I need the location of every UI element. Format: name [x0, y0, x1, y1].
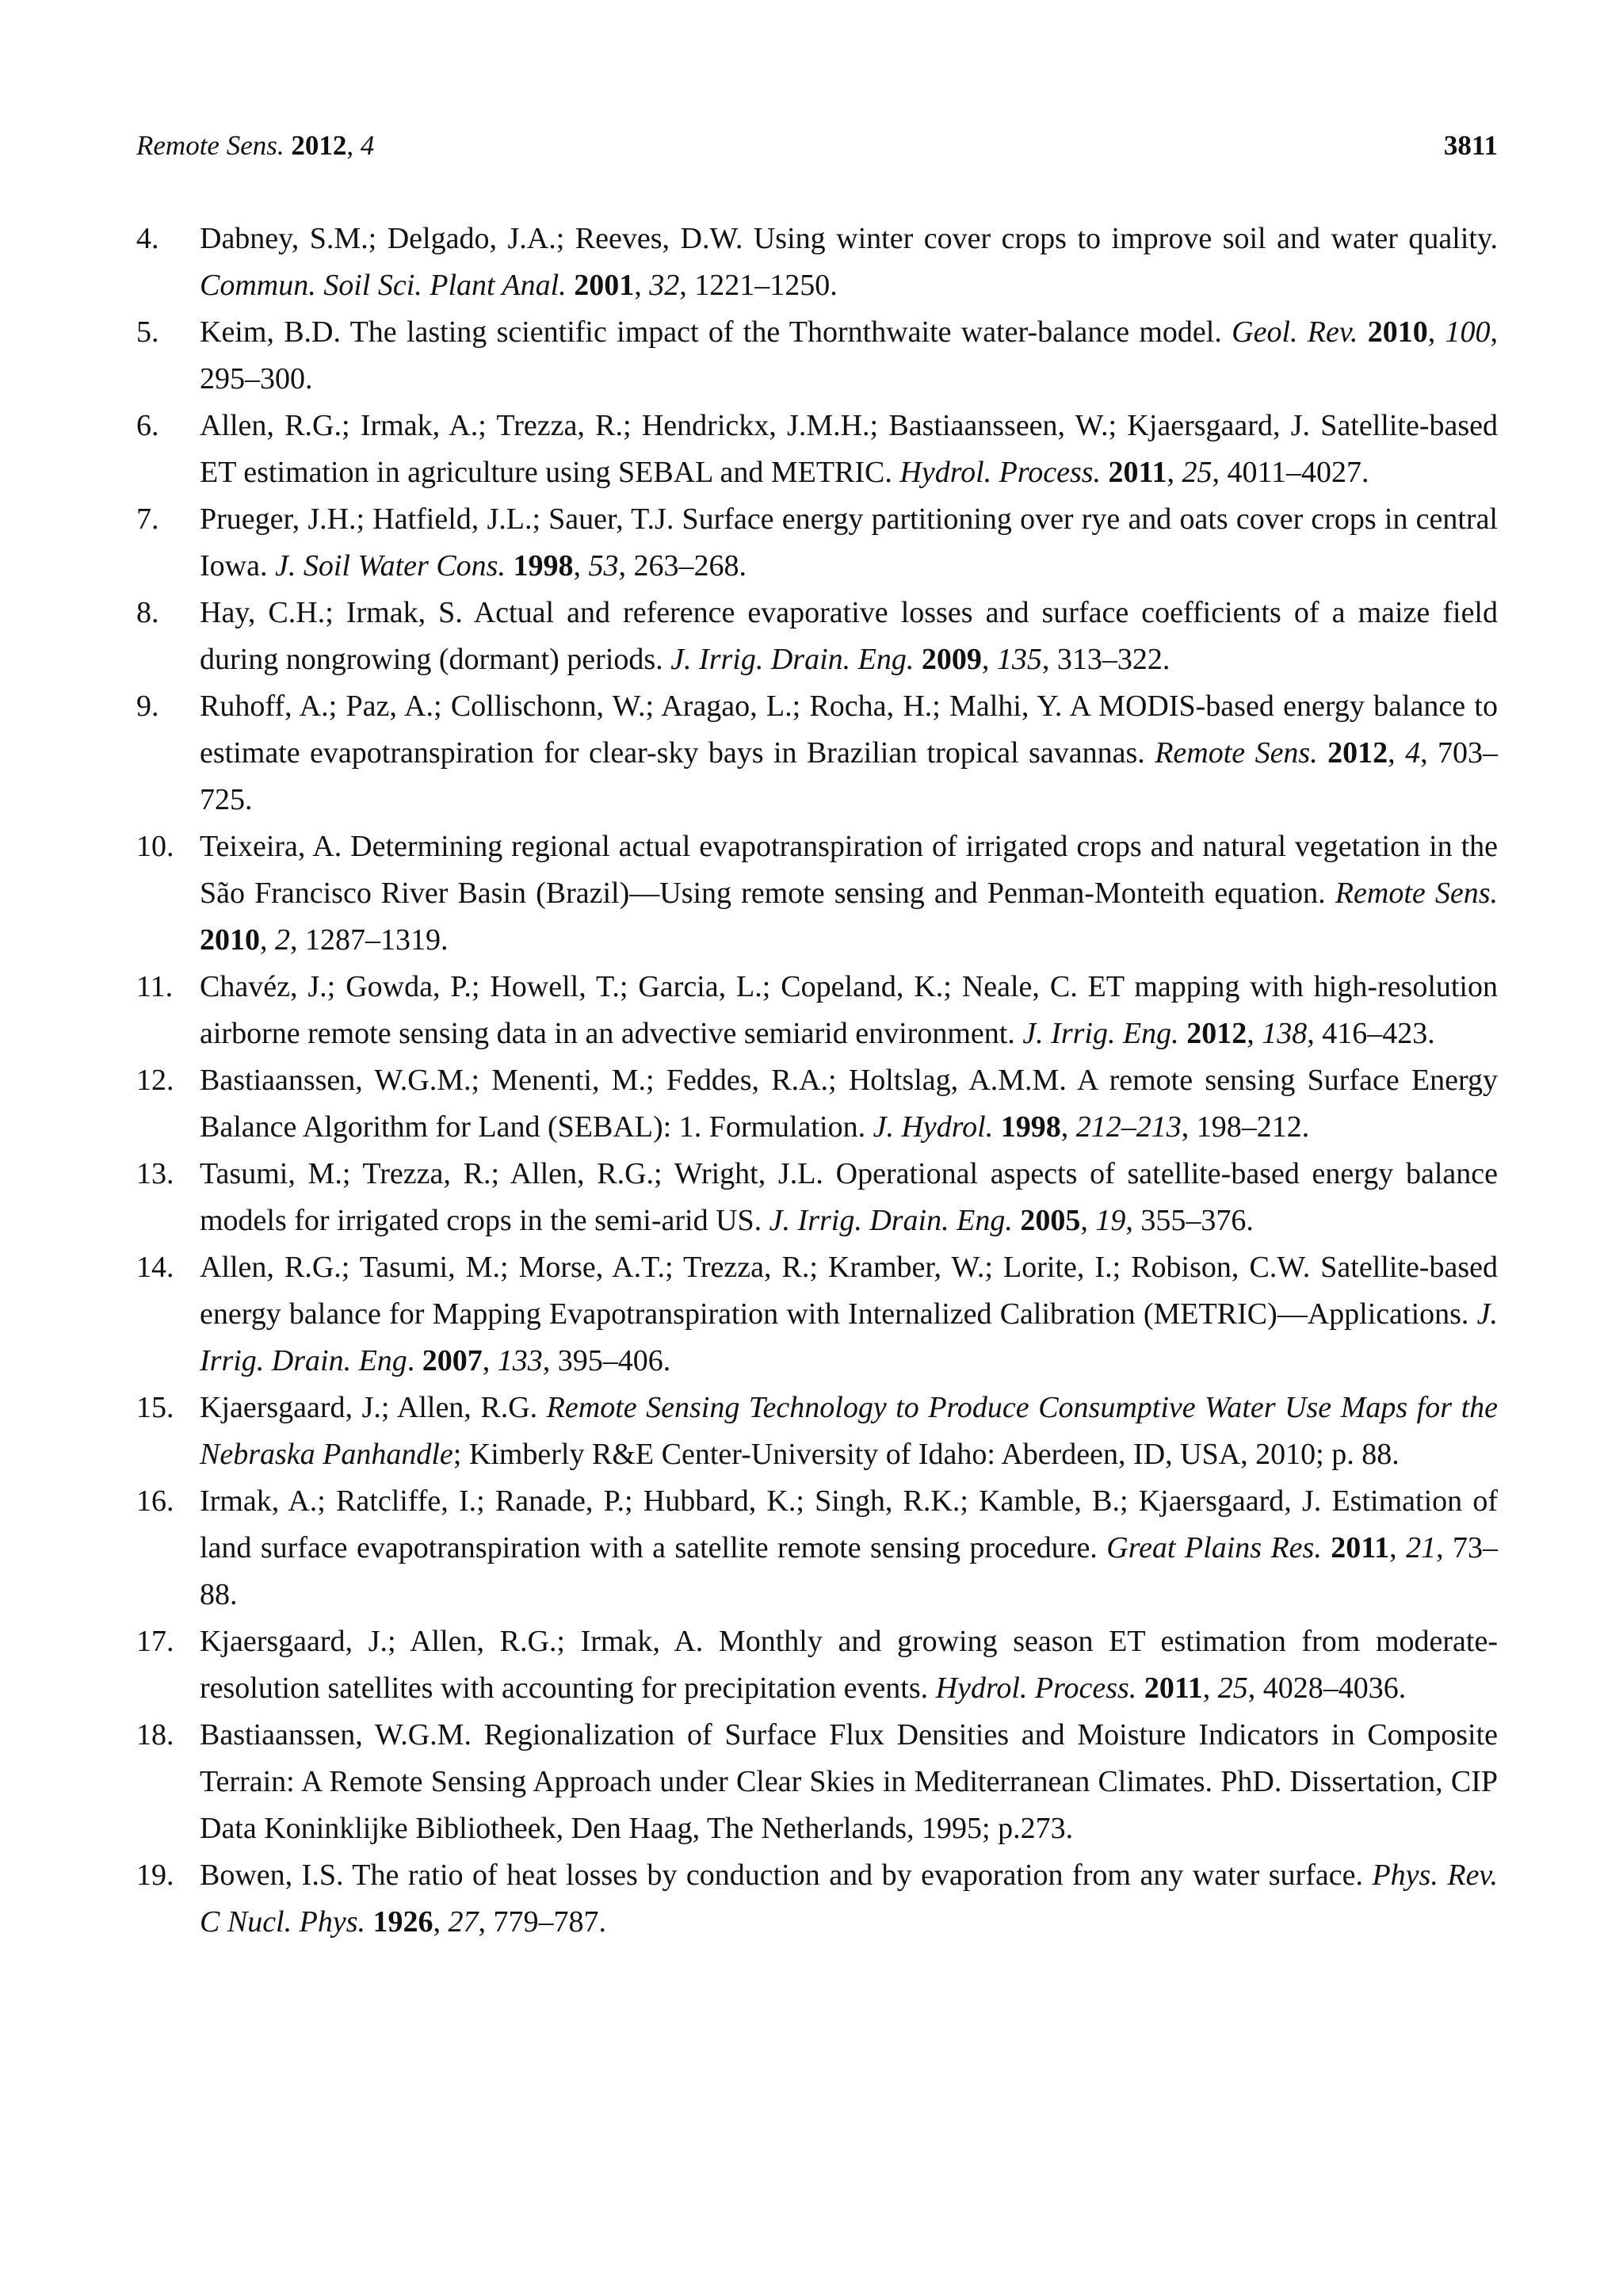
reference-list: [136, 216, 1498, 1946]
reference-fragment: 4: [1405, 736, 1421, 770]
reference-fragment: 2011: [1108, 456, 1167, 489]
reference-fragment: Irmak, A.; Ratcliffe, I.; Ranade, P.; Hubbard, K.; Singh, R.K.; Kamble, B.; Kjaersgaard, J. Estimation of land surface evapotranspiration with a satellite remote sensing procedure.: [200, 1484, 1498, 1564]
reference-fragment: ,: [573, 549, 589, 583]
reference-fragment: Remote Sens.: [1155, 736, 1318, 770]
reference-item: [136, 964, 1498, 1057]
reference-fragment: ,: [482, 1344, 498, 1377]
reference-fragment: [1136, 1671, 1144, 1705]
reference-fragment: Ruhoff, A.; Paz, A.; Collischonn, W.; Aragao, L.; Rocha, H.; Malhi, Y. A MODIS-based energy balance to estimate evapotranspiration for clear-sky bays in Brazilian tropical savannas.: [200, 690, 1498, 770]
reference-text: [200, 683, 1498, 823]
reference-text: [200, 590, 1498, 683]
reference-fragment: , 4011–4027.: [1212, 456, 1369, 489]
reference-fragment: [1179, 1017, 1187, 1050]
reference-fragment: 2011: [1144, 1671, 1203, 1705]
reference-fragment: Bowen, I.S. The ratio of heat losses by conduction and by evaporation from any water surface.: [200, 1859, 1373, 1892]
reference-number: 14.: [136, 1251, 174, 1284]
reference-number: 9.: [136, 690, 159, 723]
reference-text: [200, 823, 1498, 964]
reference-fragment: ,: [1202, 1671, 1218, 1705]
reference-fragment: , 703–725.: [200, 736, 1498, 816]
reference-number: 4.: [136, 222, 159, 255]
reference-fragment: ,: [433, 1905, 449, 1939]
reference-text: [200, 964, 1498, 1057]
reference-fragment: ,: [1080, 1204, 1096, 1237]
reference-fragment: , 1287–1319.: [290, 923, 449, 957]
reference-fragment: , 355–376.: [1125, 1204, 1254, 1237]
reference-fragment: , 73–88.: [200, 1531, 1499, 1611]
reference-fragment: , 313–322.: [1041, 643, 1170, 676]
reference-text: [200, 1244, 1498, 1385]
reference-fragment: ,: [1247, 1017, 1262, 1050]
reference-text: [200, 403, 1498, 496]
reference-number: 5.: [136, 315, 159, 349]
reference-item: [136, 1618, 1498, 1712]
reference-fragment: 2: [275, 923, 290, 957]
reference-fragment: ,: [1427, 315, 1445, 349]
reference-item: [136, 496, 1498, 590]
journal-year: 2012: [291, 130, 347, 161]
reference-text: [200, 1151, 1498, 1244]
reference-number: 15.: [136, 1391, 174, 1424]
reference-fragment: , 779–787.: [478, 1905, 606, 1939]
reference-fragment: ,: [981, 643, 997, 676]
reference-fragment: J. Irrig. Drain. Eng.: [670, 643, 915, 676]
reference-fragment: 2009: [921, 643, 982, 676]
reference-fragment: , 4028–4036.: [1247, 1671, 1407, 1705]
reference-fragment: Bastiaanssen, W.G.M.; Menenti, M.; Feddes, R.A.; Holtslag, A.M.M. A remote sensing Surface Energy Balance Algorithm for Land (SEBAL): 1. Formulation.: [200, 1064, 1498, 1144]
reference-item: [136, 1151, 1498, 1244]
reference-fragment: Hydrol. Process.: [899, 456, 1102, 489]
reference-item: [136, 403, 1498, 496]
reference-fragment: Dabney, S.M.; Delgado, J.A.; Reeves, D.W. Using winter cover crops to improve soil and water quality.: [200, 222, 1498, 255]
reference-number: 8.: [136, 596, 159, 629]
reference-item: [136, 1385, 1498, 1478]
reference-fragment: 133: [497, 1344, 543, 1377]
reference-fragment: 2010: [200, 923, 260, 957]
reference-fragment: , 263–268.: [618, 549, 747, 583]
reference-fragment: J. Irrig. Drain. Eng.: [769, 1204, 1013, 1237]
reference-number: 10.: [136, 830, 174, 863]
reference-fragment: Geol. Rev.: [1232, 315, 1358, 349]
reference-fragment: Great Plains Res.: [1106, 1531, 1322, 1564]
reference-item: [136, 1712, 1498, 1852]
reference-fragment: 2001: [574, 269, 635, 302]
reference-fragment: ,: [1389, 1531, 1407, 1564]
reference-fragment: Kjaersgaard, J.; Allen, R.G.: [200, 1391, 547, 1424]
reference-fragment: Allen, R.G.; Tasumi, M.; Morse, A.T.; Trezza, R.; Kramber, W.; Lorite, I.; Robison, C.W. Satellite-based energy balance for Mapping Evapotranspiration with Internalized Calibration (METRIC)—Applications.: [200, 1251, 1498, 1331]
reference-fragment: Hay, C.H.; Irmak, S. Actual and reference evaporative losses and surface coefficients of a maize field during nongrowing (dormant) periods.: [200, 596, 1498, 676]
reference-number: 6.: [136, 409, 159, 442]
reference-item: [136, 1057, 1498, 1151]
journal-citation: Remote Sens. 2012, 4: [136, 130, 375, 161]
reference-fragment: [993, 1110, 1001, 1144]
reference-fragment: [1101, 456, 1109, 489]
reference-item: [136, 590, 1498, 683]
reference-fragment: [1318, 736, 1327, 770]
reference-fragment: .: [407, 1344, 422, 1377]
reference-fragment: Bastiaanssen, W.G.M. Regionalization of Surface Flux Densities and Moisture Indicators in Composite Terrain: A Remote Sensing Approach under Clear Skies in Mediterranean Climates. PhD. Dissertation, CIP Data Koninklijke Bibliotheek, Den Haag, The Netherlands, 1995; p.273.: [200, 1718, 1498, 1845]
reference-fragment: 2007: [422, 1344, 483, 1377]
reference-fragment: , 198–212.: [1181, 1110, 1310, 1144]
reference-fragment: Hydrol. Process.: [935, 1671, 1137, 1705]
reference-fragment: ,: [260, 923, 275, 957]
reference-number: 7.: [136, 502, 159, 536]
reference-fragment: ,: [634, 269, 650, 302]
reference-item: [136, 1244, 1498, 1385]
reference-text: [200, 496, 1498, 590]
reference-fragment: Prueger, J.H.; Hatfield, J.L.; Sauer, T.J. Surface energy partitioning over rye and oats cover crops in central Iowa.: [200, 502, 1498, 583]
reference-fragment: Teixeira, A. Determining regional actual evapotranspiration of irrigated crops and natural vegetation in the São Francisco River Basin (Brazil)—Using remote sensing and Penman-Monteith equation.: [200, 830, 1498, 910]
reference-number: 16.: [136, 1484, 174, 1518]
reference-fragment: 1926: [372, 1905, 433, 1939]
reference-fragment: ,: [1167, 456, 1182, 489]
reference-fragment: 138: [1262, 1017, 1308, 1050]
reference-fragment: 21: [1406, 1531, 1437, 1564]
reference-fragment: [567, 269, 575, 302]
reference-fragment: ; Kimberly R&E Center-University of Idaho: Aberdeen, ID, USA, 2010; p. 88.: [453, 1438, 1400, 1471]
reference-fragment: ,: [1388, 736, 1406, 770]
reference-item: [136, 1478, 1498, 1618]
journal-volume: 4: [360, 130, 375, 161]
reference-fragment: J. Irrig. Eng.: [1022, 1017, 1179, 1050]
reference-fragment: J. Irrig. Drain. Eng: [200, 1297, 1498, 1377]
reference-fragment: Remote Sens.: [1335, 877, 1498, 910]
reference-fragment: [914, 643, 922, 676]
reference-fragment: 2010: [1367, 315, 1428, 349]
reference-fragment: 2012: [1186, 1017, 1247, 1050]
reference-number: 18.: [136, 1718, 174, 1752]
reference-fragment: Remote Sensing Technology to Produce Consumptive Water Use Maps for the Nebraska Panhandle: [200, 1391, 1498, 1471]
reference-text: [200, 1478, 1498, 1618]
page-number: 3811: [1443, 130, 1498, 161]
reference-fragment: Phys. Rev. C Nucl. Phys.: [200, 1859, 1498, 1939]
reference-number: 13.: [136, 1157, 174, 1190]
reference-fragment: 53: [588, 549, 619, 583]
reference-text: [200, 1385, 1498, 1478]
reference-text: [200, 1057, 1498, 1151]
reference-item: [136, 683, 1498, 823]
reference-fragment: 25: [1217, 1671, 1248, 1705]
running-header: [136, 125, 1498, 166]
reference-fragment: , 395–406.: [542, 1344, 671, 1377]
reference-fragment: 1998: [1000, 1110, 1061, 1144]
reference-fragment: Chavéz, J.; Gowda, P.; Howell, T.; Garcia, L.; Copeland, K.; Neale, C. ET mapping with high-resolution airborne remote sensing data in an advective semiarid environment.: [200, 970, 1498, 1050]
reference-item: [136, 1852, 1498, 1946]
reference-fragment: , 1221–1250.: [679, 269, 838, 302]
reference-fragment: Allen, R.G.; Irmak, A.; Trezza, R.; Hendrickx, J.M.H.; Bastiaansseen, W.; Kjaersgaard, J. Satellite-based ET estimation in agriculture using SEBAL and METRIC.: [200, 409, 1498, 489]
reference-number: 17.: [136, 1625, 174, 1658]
reference-fragment: Kjaersgaard, J.; Allen, R.G.; Irmak, A. Monthly and growing season ET estimation from moderate-resolution satellites with accounting for precipitation events.: [200, 1625, 1498, 1705]
reference-text: [200, 309, 1498, 403]
reference-text: [200, 1852, 1498, 1946]
reference-fragment: Commun. Soil Sci. Plant Anal.: [200, 269, 567, 302]
reference-fragment: 32: [649, 269, 680, 302]
reference-fragment: [1322, 1531, 1331, 1564]
journal-name: Remote Sens.: [136, 130, 285, 161]
reference-fragment: 25: [1182, 456, 1212, 489]
reference-number: 19.: [136, 1859, 174, 1892]
reference-number: 12.: [136, 1064, 174, 1097]
reference-fragment: 1998: [513, 549, 574, 583]
reference-fragment: 2012: [1327, 736, 1388, 770]
reference-text: [200, 1712, 1498, 1852]
reference-fragment: Keim, B.D. The lasting scientific impact of the Thornthwaite water-balance model.: [200, 315, 1232, 349]
reference-fragment: 135: [996, 643, 1042, 676]
reference-fragment: 100: [1445, 315, 1491, 349]
reference-fragment: ,: [1060, 1110, 1076, 1144]
reference-fragment: J. Hydrol.: [873, 1110, 994, 1144]
reference-fragment: Tasumi, M.; Trezza, R.; Allen, R.G.; Wright, J.L. Operational aspects of satellite-based energy balance models for irrigated crops in the semi-arid US.: [200, 1157, 1498, 1237]
reference-text: [200, 1618, 1498, 1712]
reference-item: [136, 216, 1498, 309]
reference-fragment: 212–213: [1075, 1110, 1182, 1144]
reference-item: [136, 309, 1498, 403]
reference-fragment: [1013, 1204, 1021, 1237]
reference-item: [136, 823, 1498, 964]
reference-fragment: , 295–300.: [200, 315, 1499, 395]
reference-fragment: 19: [1095, 1204, 1126, 1237]
reference-number: 11.: [136, 970, 174, 1003]
reference-text: [200, 216, 1498, 309]
reference-fragment: 2011: [1331, 1531, 1390, 1564]
reference-fragment: J. Soil Water Cons.: [274, 549, 506, 583]
reference-fragment: 2005: [1020, 1204, 1081, 1237]
reference-fragment: [1358, 315, 1367, 349]
reference-fragment: 27: [448, 1905, 479, 1939]
reference-fragment: , 416–423.: [1307, 1017, 1435, 1050]
